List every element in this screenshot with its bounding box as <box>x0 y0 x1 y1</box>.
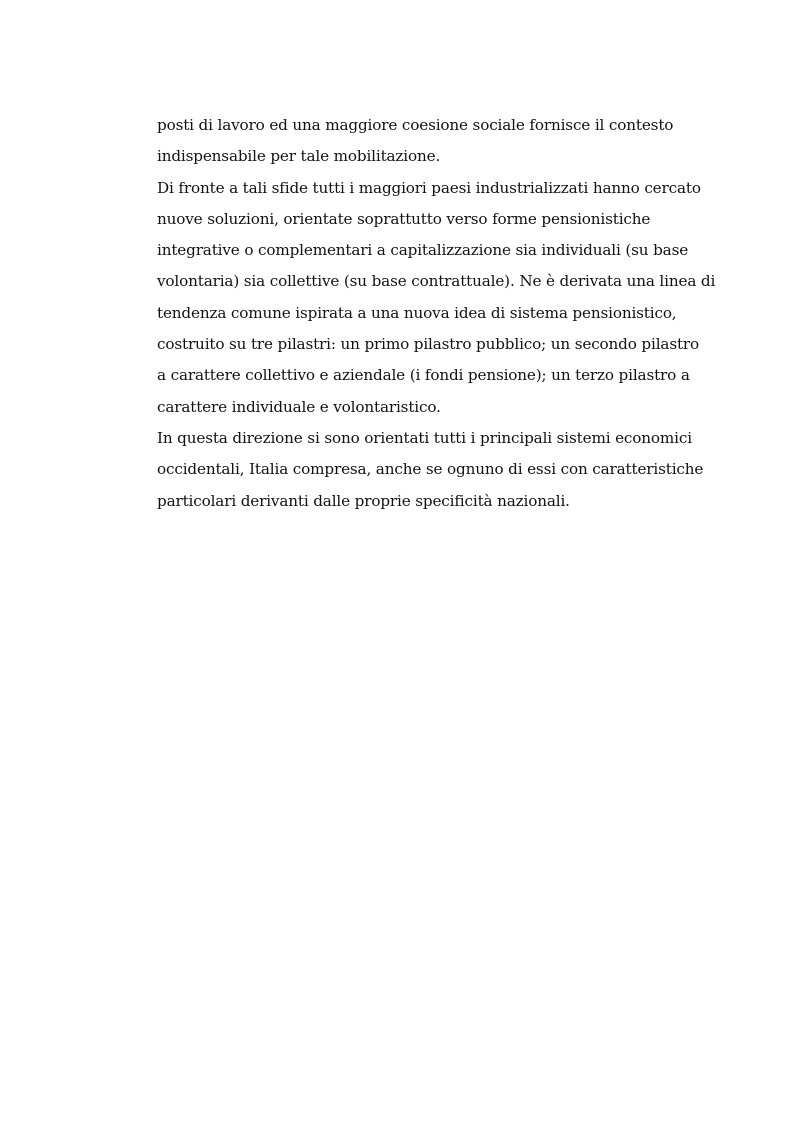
text-line-7: tendenza comune ispirata a una nuova idea di sistema pensionistico, <box>157 303 677 322</box>
text-line-12: occidentali, Italia compresa, anche se ognuno di essi con caratteristiche <box>157 460 704 479</box>
text-line-6: volontaria) sia collettive (su base contrattuale). Ne è derivata una linea di <box>157 272 716 291</box>
text-line-10: carattere individuale e volontaristico. <box>157 397 441 416</box>
text-line-1: posti di lavoro ed una maggiore coesione sociale fornisce il contesto <box>157 116 674 134</box>
text-line-11: In questa direzione si sono orientati tutti i principali sistemi economici <box>157 428 692 447</box>
body-text <box>157 110 716 517</box>
text-line-8: costruito su tre pilastri: un primo pilastro pubblico; un secondo pilastro <box>157 335 700 354</box>
text-line-3: Di fronte a tali sfide tutti i maggiori paesi industrializzati hanno cercato <box>157 178 701 197</box>
text-line-13: particolari derivanti dalle proprie specificità nazionali. <box>157 491 570 510</box>
text-line-4: nuove soluzioni, orientate soprattutto verso forme pensionistiche <box>157 209 651 228</box>
text-line-9: a carattere collettivo e aziendale (i fondi pensione); un terzo pilastro a <box>157 366 690 385</box>
text-line-5: integrative o complementari a capitalizzazione sia individuali (su base <box>157 241 689 260</box>
text-line-2: indispensabile per tale mobilitazione. <box>157 147 441 166</box>
